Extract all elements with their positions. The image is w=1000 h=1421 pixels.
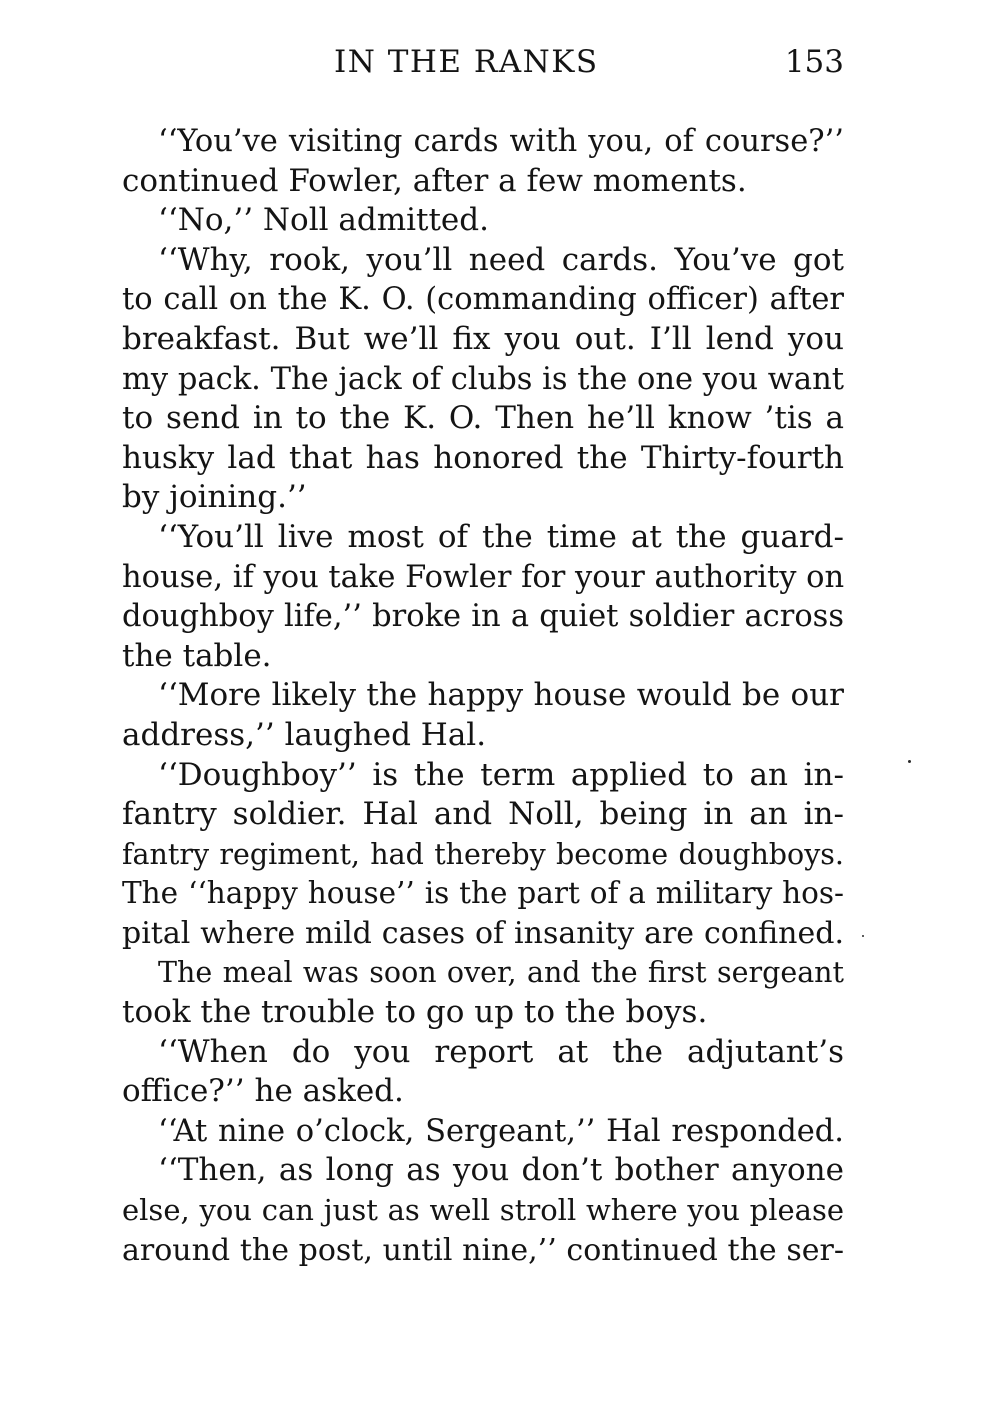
text-line: address,’’ laughed Hal. bbox=[122, 716, 487, 753]
text-line: continued Fowler, after a few moments. bbox=[122, 162, 747, 199]
text-line: to call on the K. O. (commanding officer) after bbox=[122, 282, 844, 318]
text-line: breakfast. But we’ll fix you out. I’ll lend you bbox=[122, 320, 844, 357]
text-line: pital where mild cases of insanity are confined. bbox=[122, 915, 844, 951]
text-line: my pack. The jack of clubs is the one you want bbox=[122, 361, 844, 397]
text-line: the table. bbox=[122, 637, 272, 674]
text-line: ‘‘Why, rook, you’ll need cards. You’ve got bbox=[158, 241, 844, 278]
text-line: to send in to the K. O. Then he’ll know ’tis a bbox=[122, 400, 844, 437]
text-line: ‘‘Then, as long as you don’t bother anyone bbox=[158, 1152, 844, 1189]
scan-speck bbox=[862, 935, 864, 937]
text-line: ‘‘At nine o’clock, Sergeant,’’ Hal responded. bbox=[158, 1113, 844, 1149]
text-line: around the post, until nine,’’ continued the ser- bbox=[122, 1232, 844, 1268]
body-text bbox=[122, 122, 844, 1270]
text-line: ‘‘More likely the happy house would be our bbox=[158, 677, 844, 714]
text-line: fantry soldier. Hal and Noll, being in an in- bbox=[122, 796, 844, 833]
text-line: ‘‘You’ve visiting cards with you, of course?’’ bbox=[158, 124, 844, 159]
text-line: ‘‘No,’’ Noll admitted. bbox=[158, 202, 489, 239]
text-line: else, you can just as well stroll where you please bbox=[122, 1193, 844, 1228]
page-number: 153 bbox=[784, 44, 844, 80]
text-line: office?’’ he asked. bbox=[122, 1073, 404, 1110]
text-line: The meal was soon over, and the first sergeant bbox=[158, 956, 844, 990]
text-line: ‘‘Doughboy’’ is the term applied to an in- bbox=[158, 756, 844, 793]
text-line: fantry regiment, had thereby become doughboys. bbox=[122, 837, 844, 871]
text-line: took the trouble to go up to the boys. bbox=[122, 994, 708, 1031]
running-head bbox=[122, 40, 844, 84]
scan-speck bbox=[908, 760, 911, 763]
text-line: ‘‘When do you report at the adjutant’s bbox=[158, 1033, 844, 1070]
running-title: IN THE RANKS bbox=[334, 44, 599, 80]
text-line: husky lad that has honored the Thirty-fourth bbox=[122, 439, 844, 476]
text-line: by joining.’’ bbox=[122, 479, 307, 516]
text-line: house, if you take Fowler for your authority on bbox=[122, 559, 845, 595]
text-line: ‘‘You’ll live most of the time at the guard- bbox=[158, 518, 844, 555]
text-line: doughboy life,’’ broke in a quiet soldier across bbox=[122, 599, 844, 635]
text-line: The ‘‘happy house’’ is the part of a military hos- bbox=[122, 876, 844, 911]
